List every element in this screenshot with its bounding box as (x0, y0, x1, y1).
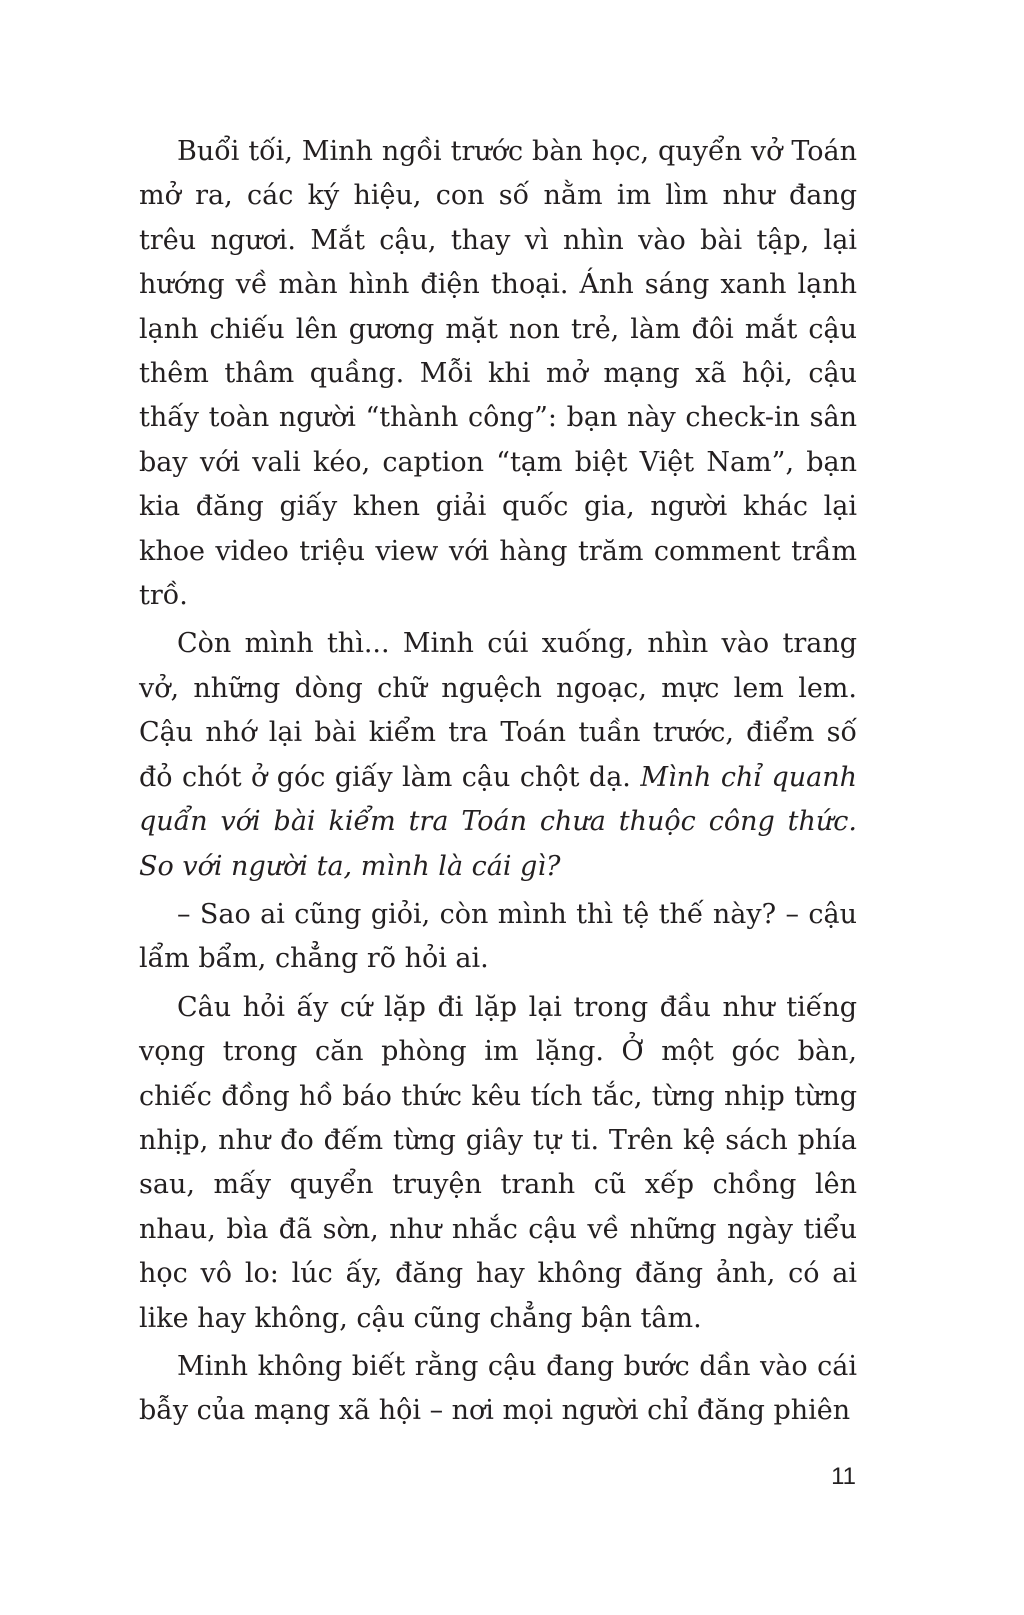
paragraph-4-text: Câu hỏi ấy cứ lặp đi lặp lại trong đầu như tiếng vọng trong căn phòng im lặng. Ở một góc bàn, chiếc đồng hồ báo thức kêu tích tắc, từng nhịp từng nhịp, như đo đếm từng giây tự ti. Trên kệ sách phía sau, mấy quyển truyện tranh cũ xếp chồng lên nhau, bìa đã sờn, như nhắc cậu về những ngày tiểu học vô lo: lúc ấy, đăng hay không đăng ảnh, có ai like hay không, cậu cũng chẳng bận tâm. (139, 991, 857, 1334)
paragraph-3-text: – Sao ai cũng giỏi, còn mình thì tệ thế này? – cậu lẩm bẩm, chẳng rõ hỏi ai. (139, 898, 857, 975)
page-number: 11 (831, 1463, 856, 1490)
paragraph-2 (139, 622, 857, 888)
paragraph-2-text: Còn mình thì... Minh cúi xuống, nhìn vào trang vở, những dòng chữ nguệch ngoạc, mực lem lem. Cậu nhớ lại bài kiểm tra Toán tuần trước, điểm số đỏ chót ở góc giấy làm cậu chột dạ. (139, 628, 857, 793)
paragraph-3-dialogue (139, 893, 857, 982)
paragraph-5-text: Minh không biết rằng cậu đang bước dần vào cái bẫy của mạng xã hội – nơi mọi người chỉ đăng phiên (139, 1350, 857, 1427)
paragraph-2-italic-thought: Mình chỉ quanh quẩn với bài kiểm tra Toán chưa thuộc công thức. So với người ta, mình là cái gì? (139, 761, 857, 882)
body-text (139, 130, 857, 1438)
paragraph-4 (139, 986, 857, 1341)
paragraph-1 (139, 130, 857, 618)
paragraph-5 (139, 1345, 857, 1434)
paragraph-1-text: Buổi tối, Minh ngồi trước bàn học, quyển vở Toán mở ra, các ký hiệu, con số nằm im lìm như đang trêu ngươi. Mắt cậu, thay vì nhìn vào bài tập, lại hướng về màn hình điện thoại. Ánh sáng xanh lạnh lạnh chiếu lên gương mặt non trẻ, làm đôi mắt cậu thêm thâm quầng. Mỗi khi mở mạng xã hội, cậu thấy toàn người “thành công”: bạn này check-in sân bay với vali kéo, caption “tạm biệt Việt Nam”, bạn kia đăng giấy khen giải quốc gia, người khác lại khoe video triệu view với hàng trăm comment trầm trồ. (139, 136, 857, 612)
